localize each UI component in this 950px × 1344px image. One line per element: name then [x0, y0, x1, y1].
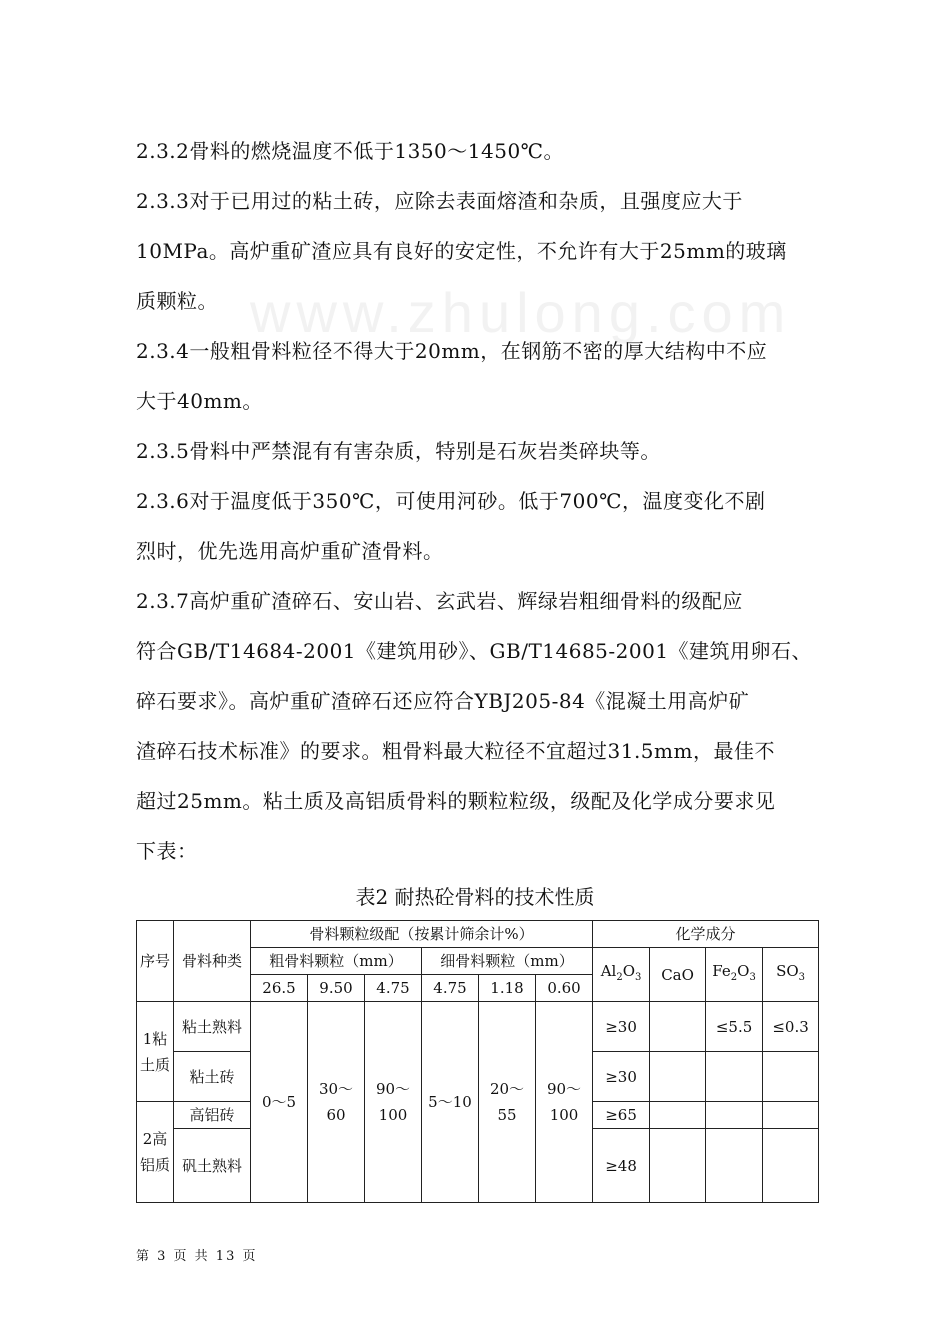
- so3-cell: [763, 1102, 819, 1129]
- header-cao: CaO: [650, 948, 706, 1002]
- header-coarse: 粗骨料颗粒（mm）: [251, 948, 422, 975]
- paragraph-line: 10MPa。高炉重矿渣应具有良好的安定性，不允许有大于25mm的玻璃: [136, 239, 787, 263]
- size-cell: 0.60: [536, 975, 593, 1002]
- header-kind: 骨料种类: [174, 921, 251, 1002]
- table-caption: 表2 耐热砼骨料的技术性质: [355, 885, 595, 909]
- size-cell: 26.5: [251, 975, 308, 1002]
- kind-cell: 矾土熟料: [174, 1129, 251, 1203]
- size-cell: 1.18: [479, 975, 536, 1002]
- fe2o3-cell: [706, 1129, 763, 1203]
- header-so3: $SO_3$: [763, 948, 819, 1002]
- paragraph-line: 2.3.6对于温度低于350℃，可使用河砂。低于700℃，温度变化不剧: [136, 489, 766, 513]
- group-label-clay: 1粘土质: [137, 1002, 174, 1102]
- paragraph-line: 2.3.3对于已用过的粘土砖，应除去表面熔渣和杂质，且强度应大于: [136, 189, 743, 213]
- header-fine: 细骨料颗粒（mm）: [422, 948, 593, 975]
- size-cell: 4.75: [422, 975, 479, 1002]
- watermark: www.zhulong.com: [250, 281, 792, 344]
- paragraph-line: 2.3.7高炉重矿渣碎石、安山岩、玄武岩、辉绿岩粗细骨料的级配应: [136, 589, 743, 613]
- kind-cell: 高铝砖: [174, 1102, 251, 1129]
- paragraph-line: 下表：: [136, 839, 198, 863]
- grading-cell: 90～100: [365, 1002, 422, 1203]
- header-grading: 骨料颗粒级配（按累计筛余计%）: [251, 921, 593, 948]
- header-chem: 化学成分: [593, 921, 819, 948]
- kind-cell: 粘土熟料: [174, 1002, 251, 1052]
- fe2o3-cell: [706, 1102, 763, 1129]
- al2o3-cell: ≥30: [593, 1002, 650, 1052]
- so3-cell: [763, 1052, 819, 1102]
- aggregate-properties-table: [136, 920, 819, 1203]
- grading-cell: 5～10: [422, 1002, 479, 1203]
- kind-cell: 粘土砖: [174, 1052, 251, 1102]
- grading-cell: 0～5: [251, 1002, 308, 1203]
- grading-cell: 90～100: [536, 1002, 593, 1203]
- cao-cell: [650, 1102, 706, 1129]
- fe2o3-cell: [706, 1052, 763, 1102]
- paragraph-line: 2.3.4一般粗骨料粒径不得大于20mm，在钢筋不密的厚大结构中不应: [136, 339, 768, 363]
- paragraph-line: 2.3.5骨料中严禁混有有害杂质，特别是石灰岩类碎块等。: [136, 439, 661, 463]
- al2o3-cell: ≥48: [593, 1129, 650, 1203]
- fe2o3-cell: ≤5.5: [706, 1002, 763, 1052]
- paragraph-line: 质颗粒。: [136, 289, 218, 313]
- al2o3-cell: ≥65: [593, 1102, 650, 1129]
- paragraph-line: 碎石要求》。高炉重矿渣碎石还应符合YBJ205-84《混凝土用高炉矿: [136, 689, 750, 713]
- cao-cell: [650, 1129, 706, 1203]
- page-footer: 第 3 页 共 13 页: [136, 1249, 258, 1264]
- grading-cell: 20～55: [479, 1002, 536, 1203]
- paragraph-line: 2.3.2骨料的燃烧温度不低于1350～1450℃。: [136, 139, 565, 163]
- header-al2o3: $Al_2O_3$: [593, 948, 650, 1002]
- al2o3-cell: ≥30: [593, 1052, 650, 1102]
- grading-cell: 30～60: [308, 1002, 365, 1203]
- so3-cell: ≤0.3: [763, 1002, 819, 1052]
- header-fe2o3: $Fe_2O_3$: [706, 948, 763, 1002]
- cao-cell: [650, 1052, 706, 1102]
- paragraph-line: 渣碎石技术标准》的要求。粗骨料最大粒径不宜超过31.5mm，最佳不: [136, 739, 775, 763]
- header-seq: 序号: [137, 921, 174, 1002]
- paragraph-line: 符合GB/T14684-2001《建筑用砂》、GB/T14685-2001《建筑用卵石、: [136, 639, 813, 663]
- paragraph-line: 超过25mm。粘土质及高铝质骨料的颗粒粒级，级配及化学成分要求见: [136, 789, 776, 813]
- so3-cell: [763, 1129, 819, 1203]
- group-label-alumina: 2高铝质: [137, 1102, 174, 1203]
- paragraph-line: 大于40mm。: [136, 389, 263, 413]
- paragraph-line: 烈时，优先选用高炉重矿渣骨料。: [136, 539, 444, 563]
- cao-cell: [650, 1002, 706, 1052]
- size-cell: 4.75: [365, 975, 422, 1002]
- size-cell: 9.50: [308, 975, 365, 1002]
